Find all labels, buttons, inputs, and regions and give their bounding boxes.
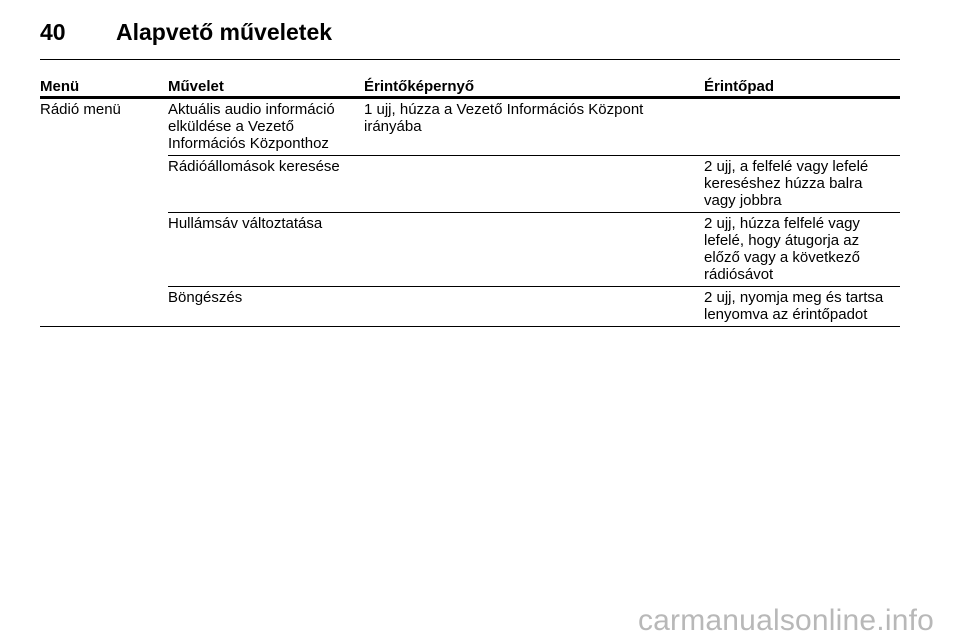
cell-action: Rádióállomások keresése <box>168 156 364 213</box>
table-row <box>40 213 900 287</box>
cell-touchscreen <box>364 213 704 287</box>
cell-menu <box>40 156 168 213</box>
table-row <box>40 156 900 213</box>
cell-touchpad <box>704 98 900 156</box>
operations-table <box>40 78 900 327</box>
cell-touchscreen <box>364 287 704 327</box>
cell-touchpad: 2 ujj, a felfelé vagy lefelé kereséshez húzza balra vagy jobbra <box>704 156 900 213</box>
cell-touchpad: 2 ujj, nyomja meg és tartsa lenyomva az érintőpadot <box>704 287 900 327</box>
table-row <box>40 98 900 156</box>
column-header-touchscreen: Érintőképernyő <box>364 78 704 98</box>
cell-touchscreen <box>364 156 704 213</box>
cell-menu <box>40 287 168 327</box>
cell-action: Aktuális audio információ elküldése a Vezető Információs Központhoz <box>168 98 364 156</box>
column-header-touchpad: Érintőpad <box>704 78 900 98</box>
header-rule <box>40 59 900 60</box>
table-header-row <box>40 78 900 98</box>
page-number: 40 <box>40 19 66 45</box>
cell-action: Hullámsáv változtatása <box>168 213 364 287</box>
page-title: Alapvető műveletek <box>116 19 333 45</box>
cell-menu: Rádió menü <box>40 101 121 118</box>
column-header-action: Művelet <box>168 78 364 98</box>
cell-menu <box>40 213 168 287</box>
table-row <box>40 287 900 327</box>
cell-touchscreen: 1 ujj, húzza a Vezető Információs Központ irányába <box>364 98 704 156</box>
column-header-menu: Menü <box>40 78 168 98</box>
cell-action: Böngészés <box>168 287 364 327</box>
cell-touchpad: 2 ujj, húzza felfelé vagy lefelé, hogy átugorja az előző vagy a következő rádiósávot <box>704 213 900 287</box>
watermark: carmanualsonline.info <box>637 604 934 637</box>
page-header <box>40 14 900 54</box>
